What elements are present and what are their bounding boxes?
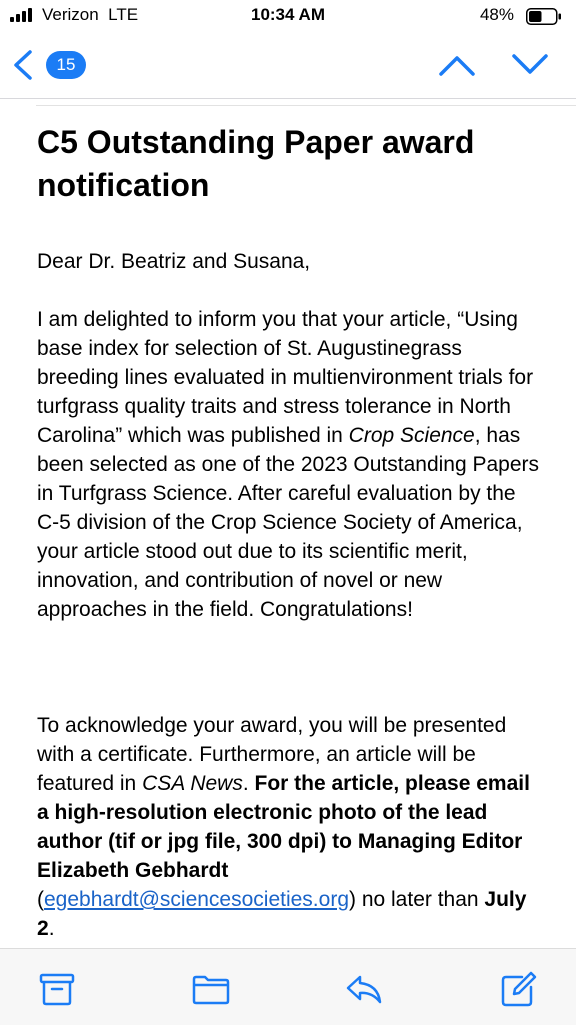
archive-icon[interactable] — [38, 971, 76, 1007]
bottom-toolbar — [0, 948, 576, 1025]
paragraph-award — [37, 305, 542, 624]
paragraph-request — [37, 711, 542, 943]
para2-end: . — [48, 917, 55, 940]
photo-request: For the article, please email a high-resolution electronic photo of the lead author (tif or jpg file, 300 dpi) to Managing Editor Elizabeth Gebhardt — [37, 772, 530, 882]
email-body[interactable] — [0, 99, 576, 948]
status-bar — [0, 0, 576, 34]
unread-count-badge[interactable]: 15 — [46, 51, 86, 79]
battery-icon — [526, 8, 562, 25]
para2-intro: To acknowledge your award, you will be presented with a certificate. Furthermore, an article will be featured in — [37, 714, 507, 795]
email-subject: C5 Outstanding Paper award notification — [37, 124, 475, 203]
compose-icon[interactable] — [500, 971, 538, 1007]
salutation: Dear Dr. Beatriz and Susana, — [37, 250, 311, 273]
divider — [36, 105, 576, 106]
paren-open: ( — [37, 888, 44, 911]
carrier-name: Verizon — [42, 5, 99, 24]
journal-name: Crop Science — [348, 424, 475, 447]
back-chevron-icon[interactable] — [10, 48, 36, 82]
magazine-name: CSA News — [142, 772, 243, 795]
folder-icon[interactable] — [192, 971, 230, 1007]
network-type: LTE — [108, 5, 139, 24]
message-nav-bar — [0, 34, 576, 99]
para2-after-magazine: . — [242, 772, 255, 795]
paren-close: ) no later than — [349, 888, 485, 911]
deadline-date: July 2 — [37, 888, 527, 940]
chevron-up-icon[interactable] — [437, 52, 477, 78]
chevron-down-icon[interactable] — [510, 52, 550, 78]
battery-percent: 48% — [479, 5, 514, 24]
para1-intro: I am delighted to inform you that your article, “Using base index for selection of St. Augustinegrass breeding lines evaluated in multienvironment trials for turfgrass quality traits and stress tolerance in North Carolina” which was published in — [37, 308, 534, 447]
reply-icon[interactable] — [345, 971, 383, 1007]
editor-email-link[interactable]: egebhardt@sciencesocieties.org — [44, 888, 349, 911]
status-time: 10:34 AM — [250, 5, 325, 24]
para1-rest: , has been selected as one of the 2023 Outstanding Papers in Turfgrass Science. After careful evaluation by the C-5 division of the Crop Science Society of America, your article stood out due to its scientific merit, innovation, and contribution of novel or new approaches in the field. Congratulations! — [37, 424, 540, 621]
